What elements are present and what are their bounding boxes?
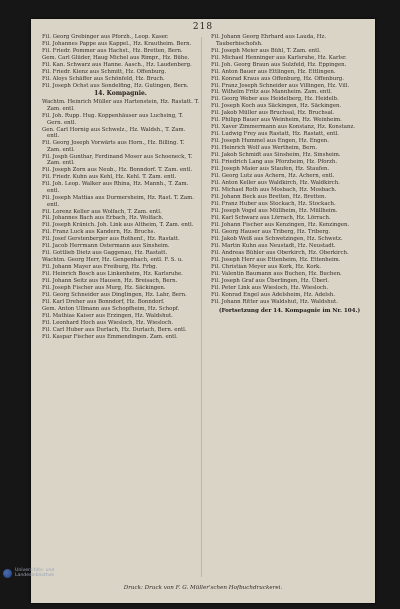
- roster-entry: Fil. Johann Mayer aus Freiburg, Hz. Frbg.: [42, 264, 158, 271]
- roster-entry: Fil. Joseph Vogel aus Müllheim, Hz. Müllheim.: [211, 208, 338, 215]
- roster-entry: Fil. Carl Huber aus Durlach, Hz. Durlach, Bern. entl.: [42, 327, 187, 334]
- roster-entry: Fil. Jakob Schmidt aus Sinsheim, Hz. Sinsheim.: [211, 152, 341, 159]
- roster-entry: Fil. Johannes Bach aus Erbach, Hz. Wolfach.: [42, 215, 164, 222]
- section-heading: 14. Kompagnie.: [94, 90, 147, 98]
- roster-entry: Fil. Philipp Bauer aus Weinheim, Hz. Weinheim.: [211, 117, 342, 124]
- roster-entry: Fil. Xaver Zimmermann aus Konstanz, Hz. Konstanz.: [211, 124, 356, 131]
- roster-entry: Fil. Friedr. Kienz aus Schmitt, Hz. Offenburg.: [42, 68, 167, 75]
- roster-entry: Gem. Carl Glüder, Haug Michel aus Rimpr., Hz. Bühe.: [42, 54, 190, 61]
- roster-entry: Gem. Anton Ullmann aus Schopfheim, Hz. Schopf.: [42, 306, 180, 313]
- roster-entry: Fil. Ludwig Frey aus Rastatt, Hz. Rastatt, entl.: [211, 131, 339, 138]
- roster-entry: Fil. Joseph Zorn aus Neub., Hz. Bonndorf. T. Zam. entl.: [42, 167, 193, 174]
- roster-entry: Fil. Kaspar Fischer aus Emmendingen. Zam. entl.: [42, 334, 178, 341]
- roster-entry: Fil. Georg Lutz aus Achern, Hz. Achern, entl.: [211, 173, 335, 180]
- right-column: [211, 34, 368, 579]
- roster-entry: Fil. Aloys Schäffer aus Schönfeld, Hz. Bruch.: [42, 75, 165, 82]
- roster-entry: Fil. Konrad Engel aus Adelsheim, Hz. Adelsh.: [211, 292, 335, 299]
- roster-entry: Fil. Joh. Georg Braun aus Sulzfeld, Hz. Eppingen.: [211, 61, 347, 68]
- roster-entry: Fil. Joseph Herr aus Ettenheim, Hz. Ettenheim.: [211, 257, 341, 264]
- roster-entry: Fil. Gottlieb Dietz aus Gaggenau, Hz. Rastatt.: [42, 250, 168, 257]
- roster-entry: Fil. Valentin Baumann aus Buchen, Hz. Buchen.: [211, 271, 342, 278]
- roster-entry: Fil. Josef Gerstenberger aus Rothenf., Hz. Rastatt.: [42, 236, 180, 243]
- roster-entry: Fil. Christian Meyer aus Kork, Hz. Kork.: [211, 264, 322, 271]
- roster-entry: Fil. Georg Schneider aus Dinglingen, Hz. Lahr, Bern.: [42, 292, 187, 299]
- roster-entry: Fil. Wilhelm Fritz aus Mannheim. Zam. entl.: [211, 89, 333, 96]
- roster-entry: Fil. Joseph Koch aus Säckingen, Hz. Säckingen.: [211, 103, 342, 110]
- roster-entry: Fil. Johann Georg Ehrhard aus Lauda, Hz. Tauberbischofsh.: [211, 34, 327, 47]
- roster-entry: Fil. Heinrich Bosch aus Linkenheim, Hz. Karlsruhe.: [42, 271, 183, 278]
- logo-line-2: Landesbibliothek: [15, 573, 55, 579]
- roster-entry: Fil. Joseph Ochst aus Sondelfing, Hz. Gutingen, Bern.: [42, 82, 189, 89]
- roster-entry: Fil. Konrad Kraus aus Offenburg, Hz. Offenburg.: [211, 75, 344, 82]
- left-entries-top: [42, 34, 199, 89]
- roster-entry: Fil. Georg Weber aus Heidelberg, Hz. Heidelb.: [211, 96, 339, 103]
- roster-entry: Gen. Carl Hornig aus Schwelz., Hz. Waldsh., T. Zam. entl.: [42, 126, 186, 140]
- roster-entry: Fil. Georg Joseph Vorwärts aus Horn., Hz. Billing. T. Zam. entl.: [42, 140, 185, 153]
- roster-entry: Fil. Johann Beck aus Bretten, Hz. Bretten.: [211, 194, 327, 201]
- library-logo-text: [15, 568, 54, 579]
- roster-entry: Fil. Mathias Kaiser aus Erzingen, Hz. Waldshut.: [42, 313, 173, 320]
- roster-entry: Fil. Georg Grebinger aus Pforzh., Leop. Kaser.: [42, 34, 169, 40]
- roster-entry: Fil. Joseph Mattias aus Durmersheim, Hz. Rast. T. Zam. entl.: [42, 194, 194, 208]
- continuation-note: (Fortsetzung der 14. Kompagnie im Nr. 104.): [218, 307, 361, 314]
- library-logo: [3, 568, 54, 579]
- roster-entry: Fil. Andreas Bühler aus Oberkirch, Hz. Oberkirch.: [211, 250, 349, 257]
- roster-entry: Fil. Heinrich Wolf aus Wertheim, Bern.: [211, 145, 318, 152]
- roster-entry: Fil. Friedr. Pommer aus Hachst., Hz. Bretten, Bern.: [42, 47, 183, 54]
- column-divider: [201, 37, 202, 577]
- roster-entry: Fil. Anton Keller aus Waldkirch, Hz. Waldkirch.: [211, 180, 340, 187]
- roster-entry: Fil. Joseph Graf aus Überlingen, Hz. Überl.: [211, 278, 329, 285]
- right-entries: [211, 34, 368, 306]
- roster-entry: Fil. Franz Huber aus Stockach, Hz. Stockach.: [211, 201, 336, 208]
- roster-entry: Fil. Joseph Meier aus Bühl, T. Zam. entl.: [211, 47, 321, 54]
- roster-entry: Wachtm. Heinrich Müller aus Hartenstein, Hz. Rastatt. T. Zam. entl.: [42, 99, 199, 113]
- roster-entry: Fil. Joseph Fischer aus Murg, Hz. Säckingen.: [42, 285, 166, 292]
- roster-entry: Fil. Josph Gunthar, Ferdinand Moser aus Schoeneck, T. Zam. entl.: [42, 153, 193, 167]
- roster-entry: Fil. Karl Dreher aus Bonndorf, Hz. Bonndorf.: [42, 299, 165, 306]
- roster-entry: Fil. Joseph Hummel aus Engen, Hz. Engen.: [211, 138, 329, 145]
- roster-entry: Fil. Peter Link aus Wiesloch, Hz. Wiesloch.: [211, 285, 329, 292]
- roster-entry: Fil. Kan. Schwarz aus Hanne. Aasch., Hz. Laudenberg.: [42, 61, 192, 68]
- roster-entry: Fil. Anton Bauer aus Ettlingen, Hz. Ettlingen.: [211, 68, 336, 75]
- roster-entry: Fil. Lorenz Keller aus Wolfach, T. Zam. entl.: [42, 208, 162, 215]
- roster-entry: Fil. Jakob Weiß aus Schwetzingen, Hz. Schwetz.: [211, 236, 343, 243]
- roster-entry: Fil. Martin Kuhn aus Neustadt, Hz. Neustadt.: [211, 243, 336, 250]
- roster-entry: Fil. Franz Luck aus Kandern, Hz. Bruchs.: [42, 229, 156, 236]
- roster-entry: Fil. Friedrich Lang aus Pforzheim, Hz. Pforzh.: [211, 159, 338, 166]
- roster-entry: Fil. Karl Schwarz aus Lörrach, Hz. Lörrach.: [211, 215, 331, 222]
- roster-entry: Fil. Georg Hauser aus Triberg, Hz. Triberg.: [211, 229, 331, 236]
- logo-line-1: Universitäts- und: [15, 568, 55, 573]
- document-page: [31, 19, 375, 603]
- roster-entry: Fil. Franz Joseph Schneider aus Villingen, Hz. Vill.: [211, 82, 350, 89]
- roster-entry: Fil. Johann Fischer aus Kenzingen, Hz. Kenzingen.: [211, 222, 350, 229]
- roster-entry: Wachtm. Georg Herr, Hz. Gengenbach, entl. F. S. u.: [42, 257, 183, 264]
- roster-entry: Fil. Leonhard Hoch aus Wiesloch, Hz. Wiesloch.: [42, 320, 174, 327]
- roster-entry: Fil. Friedr. Kuhn aus Kehl, Hz. Kehl. T. Zam. entl.: [42, 174, 177, 181]
- roster-entry: Fil. Johann Seitz aus Hausen, Hz. Breisach, Bern.: [42, 278, 178, 285]
- roster-entry: Fil. Jacob Herrmann Ostermann aus Sinsheim.: [42, 243, 170, 250]
- roster-entry: Fil. Jakob Müller aus Bruchsal, Hz. Bruchsal.: [211, 110, 335, 117]
- roster-entry: Fil. Joh. Leop. Walker aus Rhina, Hz. Mannh., T. Zam. entl.: [42, 181, 189, 194]
- left-entries-bottom: [42, 99, 199, 340]
- imprint-line: Druck: Druck von F. G. Müller'schen Hofbuchdruckerei.: [123, 585, 283, 591]
- roster-entry: Fil. Joseph Maier aus Staufen, Hz. Staufen.: [211, 166, 330, 173]
- roster-entry: Fil. Johannes Pappe aus Kappel., Hz. Krautheim. Bern.: [42, 40, 192, 47]
- roster-entry: Fil. Michael Roth aus Mosbach, Hz. Mosbach.: [211, 187, 337, 194]
- roster-entry: Fil. Johann Ritter aus Waldshut, Hz. Waldshut.: [211, 299, 338, 306]
- page-number: 218: [192, 22, 214, 32]
- left-column: [42, 34, 199, 579]
- library-logo-icon: [3, 569, 12, 578]
- roster-entry: Fil. Joseph Kränich. Joh. Link aus Altheim, T. Zam. entl.: [42, 222, 194, 229]
- roster-entry: Fil. Joh. Rupp. Hug. Koppenhäuser aus Luchsing, T. Gern. entl.: [42, 113, 183, 126]
- roster-entry: Fil. Michael Henninger aus Karlsruhe, Hz. Karlsr.: [211, 54, 347, 61]
